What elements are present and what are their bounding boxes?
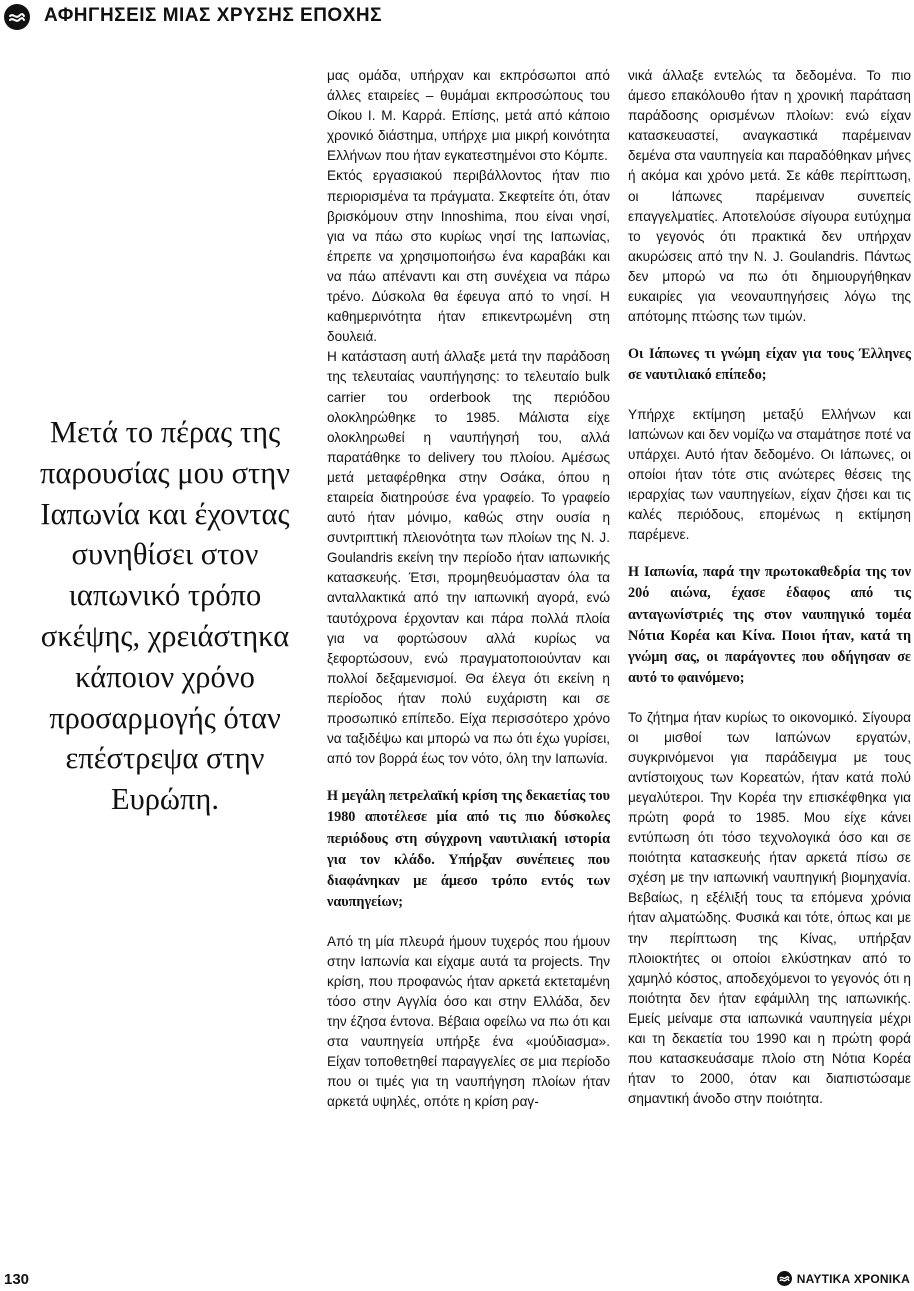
- paragraph: μας ομάδα, υπήρχαν και εκπρόσωποι από άλλες εταιρείες – θυμάμαι εκπροσώπους του Οίκου Ι. Μ. Καρρά. Επίσης, μετά από κάποιο χρονικό διάστημα, υπήρχε μια μικρή κοινότητα Ελλήνων που ήταν εγκατεστημένοι στο Κόμπε.: [327, 68, 610, 164]
- paragraph: Υπήρχε εκτίμηση μεταξύ Ελλήνων και Ιαπώνων και δεν νομίζω να σταμάτησε ποτέ να υπάρχει. Αυτό ήταν δεδομένο. Οι Ιάπωνες, οι οποίοι ήταν τότε στις ανώτερες θέσεις της ιεραρχίας των ναυπηγείων, είχαν ζήσει και τις καλές περιόδους, επομένως η εκτίμηση παρέμενε.: [628, 406, 911, 543]
- paragraph: Από τη μία πλευρά ήμουν τυχερός που ήμουν στην Ιαπωνία και είχαμε αυτά τα projects. Την κρίση, που προφανώς ήταν αρκετά εκτεταμένη τόσο στην Αγγλία όσο και στην Ελλάδα, δεν την έζησα έντονα. Βέβαια οφείλω να πω ότι και στα ναυπηγεία υπήρξε ένα «μούδιασμα». Είχαν τοποθετηθεί παραγγελίες σε μια περίοδο που οι τιμές για τη ναυπήγηση πλοίων ήταν αρκετά υψηλές, οπότε η κρίση ραγ-: [327, 933, 610, 1110]
- publication-name: ΝΑΥΤΙΚΑ ΧΡΟΝΙΚΑ: [796, 1271, 910, 1286]
- paragraph: Η κατάσταση αυτή άλλαξε μετά την παράδοση της τελευταίας ναυπήγησης: το τελευταίο bulk carrier του orderbook της περιόδου ολοκληρώθηκε το 1985. Μάλιστα είχε ολοκληρωθεί η ναυπήγησή του, αλλά παρατάθηκε το delivery του πλοίου. Αμέσως μετά μεταφέρθηκα στην Οσάκα, όπου η εταιρεία διατηρούσε ένα γραφείο. Το γραφείο αυτό ήταν μόνιμο, καθώς στην ουσία η συντριπτική πλειονότητα των πλοίων της N. J. Goulandris εκείνη την περίοδο ήταν ιαπωνικής κατασκευής. Έτσι, προμηθευόμασταν όλα τα ανταλλακτικά από την ιαπωνική αγορά, ενώ ταυτόχρονα έρχονταν και πάρα πολλά πλοία για να φορτώσουν αλλά κυρίως να ξεφορτώσουν, ενώ πραγματοποιούνταν και πολλοί δεξαμενισμοί. Θα έλεγα ότι εκείνη η περίοδος ήταν πολύ ευχάριστη και σε προσωπικό επίπεδο. Είχα περισσότερο χρόνο να ταξιδέψω και μπορώ να πω ότι έχω γυρίσει, από τον βορρά έως τον νότο, όλη την Ιαπωνία.: [327, 349, 610, 767]
- interview-question: Οι Ιάπωνες τι γνώμη είχαν για τους Έλληνες σε ναυτιλιακό επίπεδο;: [628, 346, 911, 384]
- footer-brand: [777, 1271, 910, 1286]
- footer-logo-icon: [777, 1271, 792, 1286]
- interview-question: Η μεγάλη πετρελαϊκή κρίση της δεκαετίας του 1980 αποτέλεσε μία από τις πιο δύσκολες περιόδους στη σύγχρονη ναυτιλιακή ιστορία για τον κλάδο. Υπήρξαν συνέπειες που διαφάνηκαν με άμεσο τρόπο εντός των ναυπηγείων;: [327, 788, 610, 911]
- page-number: 130: [4, 1271, 30, 1288]
- wave-logo-icon: [8, 8, 26, 26]
- article-column-right: [628, 66, 911, 1109]
- header-logo-icon: [4, 4, 30, 30]
- interview-question: Η Ιαπωνία, παρά την πρωτοκαθεδρία της τον 20ό αιώνα, έχασε έδαφος από τις ανταγωνίστριές της στον ναυπηγικό τομέα Νότια Κορέα και Κίνα. Ποιοι ήταν, κατά τη γνώμη σας, οι παράγοντες που οδήγησαν σε αυτό το φαινόμενο;: [628, 564, 911, 687]
- wave-logo-icon: [779, 1273, 790, 1284]
- paragraph: Εκτός εργασιακού περιβάλλοντος ήταν πιο περιορισμένα τα πράγματα. Σκεφτείτε ότι, όταν βρισκόμουν στην Innoshima, που είναι νησί, για να πάω στο κυρίως νησί της Ιαπωνίας, έπρεπε να χρησιμοποιήσω ένα καραβάκι και να πάω απέναντι και στη συνέχεια να πάρω τρένο. Δύσκολα θα έφευγα από το νησί. Η καθημερινότητα ήταν επικεντρωμένη στη δουλειά.: [327, 168, 610, 345]
- paragraph: Το ζήτημα ήταν κυρίως το οικονομικό. Σίγουρα οι μισθοί των Ιαπώνων εργατών, συγκρινόμενοι για παράδειγμα με τους αντίστοιχους των Κορεατών, ήταν κατά πολύ μεγαλύτεροι. Την Κορέα την επισκέφθηκα για πρώτη φορά το 1985. Μου είχε κάνει εντύπωση ότι τόσο τεχνολογικά όσο και σε ποιότητα κατασκευής ήταν αρκετά πίσω σε σχέση με την ιαπωνική ναυπηγική βιομηχανία. Βεβαίως, η εξέλιξή τους τα επόμενα χρόνια ήταν αλματώδης. Φυσικά και τότε, όπως και με την περίπτωση της Κίνας, υπήρξαν πλοιοκτήτες οι οποίοι ελκύστηκαν από το χαμηλό κόστος, αποδεχόμενοι το γεγονός ότι η ποιότητα δεν ήταν εφάμιλλη της ιαπωνικής. Εμείς μείναμε στα ιαπωνικά ναυπηγεία μέχρι και τη δεκαετία του 1990 και η πρώτη φορά που κατασκευάσαμε πλοίο στη Νότια Κορέα ήταν το 2000, όταν και διαπιστώσαμε σημαντική άνοδο στην ποιότητα.: [628, 709, 911, 1107]
- pull-quote: Μετά το πέρας της παρουσίας μου στην Ιαπωνία και έχοντας συνηθίσει στον ιαπωνικό τρόπο σκέψης, χρειάστηκα κάποιον χρόνο προσαρμογής όταν επέστρεψα στην Ευρώπη.: [39, 415, 291, 817]
- article-column-middle: [327, 66, 610, 1112]
- section-title: ΑΦΗΓΗΣΕΙΣ ΜΙΑΣ ΧΡΥΣΗΣ ΕΠΟΧΗΣ: [44, 5, 383, 26]
- paragraph: νικά άλλαξε εντελώς τα δεδομένα. Το πιο άμεσο επακόλουθο ήταν η χρονική παράταση παράδοσης ορισμένων πλοίων: ενώ είχαν κατασκευαστεί, αναγκαστικά παρέμειναν δεμένα στα ναυπηγεία και παραδόθηκαν μήνες ή ακόμα και χρόνο μετά. Σε κάθε περίπτωση, οι Ιάπωνες παρέμειναν συνεπείς επαγγελματίες. Αποτελούσε σίγουρα ευτύχημα το γεγονός ότι πρακτικά δεν υπήρχαν ακυρώσεις από την N. J. Goulandris. Πάντως δεν μπορώ να πω ότι δημιουργήθηκαν ευκαιρίες για νεοναυπηγήσεις λόγω της απότομης πτώσης των τιμών.: [628, 68, 911, 325]
